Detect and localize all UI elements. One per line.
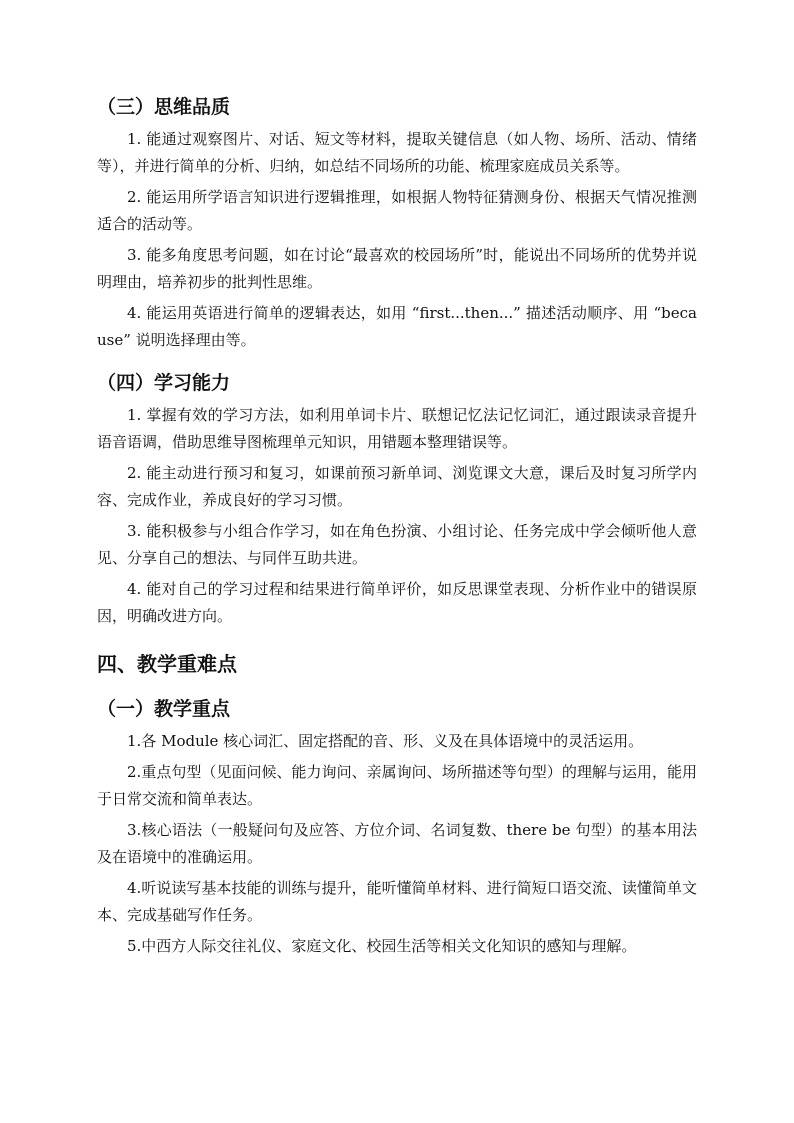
- section-heading-key-points: （一）教学重点: [97, 698, 231, 720]
- paragraph: 2.重点句型（见面问候、能力询问、亲属询问、场所描述等句型）的理解与运用，能用于日常交流和简单表达。: [97, 763, 697, 808]
- section-heading-learning-ability: （四）学习能力: [97, 372, 231, 394]
- paragraph: 4. 能运用英语进行简单的逻辑表达，如用 “first...then...” 描述活动顺序、用 “because” 说明选择理由等。: [97, 304, 697, 349]
- paragraph: 1. 能通过观察图片、对话、短文等材料，提取关键信息（如人物、场所、活动、情绪等），并进行简单的分析、归纳，如总结不同场所的功能、梳理家庭成员关系等。: [97, 130, 697, 175]
- paragraph: 1. 掌握有效的学习方法，如利用单词卡片、联想记忆法记忆词汇，通过跟读录音提升语音语调，借助思维导图梳理单元知识，用错题本整理错误等。: [97, 406, 697, 451]
- paragraph: 2. 能主动进行预习和复习，如课前预习新单词、浏览课文大意，课后及时复习所学内容、完成作业，养成良好的学习习惯。: [97, 464, 697, 509]
- paragraph: 4. 能对自己的学习过程和结果进行简单评价，如反思课堂表现、分析作业中的错误原因，明确改进方向。: [97, 580, 697, 625]
- paragraph: 2. 能运用所学语言知识进行逻辑推理，如根据人物特征猜测身份、根据天气情况推测适合的活动等。: [97, 188, 697, 233]
- document-body: [97, 92, 697, 960]
- paragraph: 1.各 Module 核心词汇、固定搭配的音、形、义及在具体语境中的灵活运用。: [127, 732, 644, 750]
- paragraph: 3. 能多角度思考问题，如在讨论“最喜欢的校园场所”时，能说出不同场所的优势并说明理由，培养初步的批判性思维。: [97, 246, 697, 291]
- paragraph: 5.中西方人际交往礼仪、家庭文化、校园生活等相关文化知识的感知与理解。: [127, 937, 637, 955]
- section-heading-thinking-quality: （三）思维品质: [97, 96, 231, 118]
- chapter-heading: 四、教学重难点: [97, 652, 237, 676]
- paragraph: 4.听说读写基本技能的训练与提升，能听懂简单材料、进行简短口语交流、读懂简单文本、完成基础写作任务。: [97, 879, 697, 924]
- paragraph: 3.核心语法（一般疑问句及应答、方位介词、名词复数、there be 句型）的基本用法及在语境中的准确运用。: [97, 821, 697, 866]
- paragraph: 3. 能积极参与小组合作学习，如在角色扮演、小组讨论、任务完成中学会倾听他人意见、分享自己的想法、与同伴互助共进。: [97, 522, 697, 567]
